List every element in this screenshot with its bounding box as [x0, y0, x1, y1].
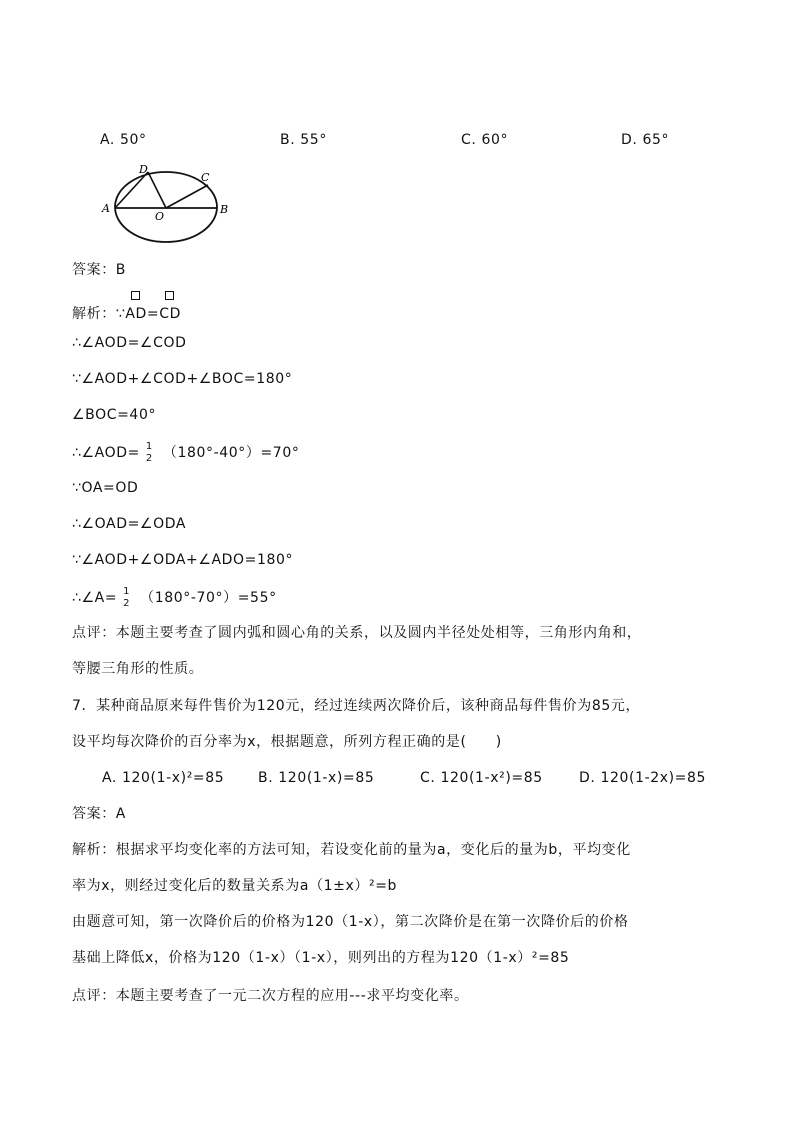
step8-suffix: （180°-70°）=55°	[140, 590, 277, 606]
label-b: B	[220, 203, 229, 216]
q6-answer: 答案：B	[72, 262, 127, 278]
q6-option-c: C. 60°	[461, 132, 509, 148]
q7-option-c: C. 120(1-x²)=85	[420, 770, 543, 786]
q7-option-a: A. 120(1-x)²=85	[102, 770, 225, 786]
q7-analysis-line-1: 解析：根据求平均变化率的方法可知，若设变化前的量为a，变化后的量为b，平均变化	[72, 842, 631, 858]
q7-answer: 答案：A	[72, 806, 126, 822]
fraction-half	[123, 586, 130, 610]
q6-step-6: ∴∠OAD=∠ODA	[72, 516, 187, 532]
q6-step-1: ∴∠AOD=∠COD	[72, 335, 187, 351]
label-a: A	[102, 202, 111, 215]
fraction-denominator: 2	[123, 598, 131, 609]
analysis-prefix: 解析：∵	[72, 306, 126, 322]
q6-option-a: A. 50°	[100, 132, 147, 148]
q6-step-4	[72, 441, 299, 465]
radius-od	[148, 172, 166, 208]
q7-comment: 点评：本题主要考查了一元二次方程的应用---求平均变化率。	[72, 988, 469, 1004]
q6-step-3: ∠BOC=40°	[72, 407, 157, 423]
arc-cd-label: CD	[159, 306, 181, 322]
arc-symbol-icon	[131, 291, 140, 300]
q6-comment-line-2: 等腰三角形的性质。	[72, 661, 204, 677]
label-c: C	[201, 171, 211, 184]
q7-stem-line-1: 7．某种商品原来每件售价为120元，经过连续两次降价后，该种商品每件售价为85元，	[72, 698, 641, 714]
q6-option-b: B. 55°	[280, 132, 327, 148]
fraction-numerator: 1	[123, 586, 131, 597]
q7-analysis-line-2: 率为x，则经过变化后的数量关系为a（1±x）²=b	[72, 878, 398, 894]
q7-option-b: B. 120(1-x)=85	[258, 770, 375, 786]
fraction-denominator: 2	[145, 453, 153, 464]
chord-ad	[115, 172, 148, 208]
arc-ad-label: AD	[125, 306, 147, 322]
arc-ad	[125, 300, 147, 324]
q6-comment-line-1: 点评：本题主要考查了圆内弧和圆心角的关系，以及圆内半径处处相等，三角形内角和，	[72, 625, 642, 641]
q6-step-8	[72, 586, 277, 610]
q6-step-2: ∵∠AOD+∠COD+∠BOC=180°	[72, 371, 293, 387]
arc-equal-sign: =	[146, 306, 160, 322]
label-o: O	[155, 210, 165, 223]
circle-figure	[98, 162, 234, 246]
q7-stem-line-2: 设平均每次降价的百分率为x，根据题意，所列方程正确的是( )	[72, 734, 502, 750]
q6-analysis-arcs	[72, 300, 181, 324]
q6-step-5: ∵OA=OD	[72, 480, 139, 496]
step4-prefix: ∴∠AOD=	[72, 445, 140, 461]
fraction-numerator: 1	[145, 441, 153, 452]
radius-oc	[166, 185, 208, 208]
arc-symbol-icon	[165, 291, 174, 300]
q7-analysis-line-4: 基础上降低x，价格为120（1-x）（1-x），则列出的方程为120（1-x）²=85	[72, 950, 570, 966]
step4-suffix: （180°-40°）=70°	[162, 445, 300, 461]
q7-option-d: D. 120(1-2x)=85	[579, 770, 707, 786]
q6-step-7: ∵∠AOD+∠ODA+∠ADO=180°	[72, 552, 294, 568]
q6-option-d: D. 65°	[621, 132, 670, 148]
step8-prefix: ∴∠A=	[72, 590, 118, 606]
arc-cd	[159, 300, 181, 324]
label-d: D	[139, 163, 149, 176]
q7-analysis-line-3: 由题意可知，第一次降价后的价格为120（1-x），第二次降价是在第一次降价后的价格	[72, 914, 629, 930]
fraction-half	[146, 441, 153, 465]
